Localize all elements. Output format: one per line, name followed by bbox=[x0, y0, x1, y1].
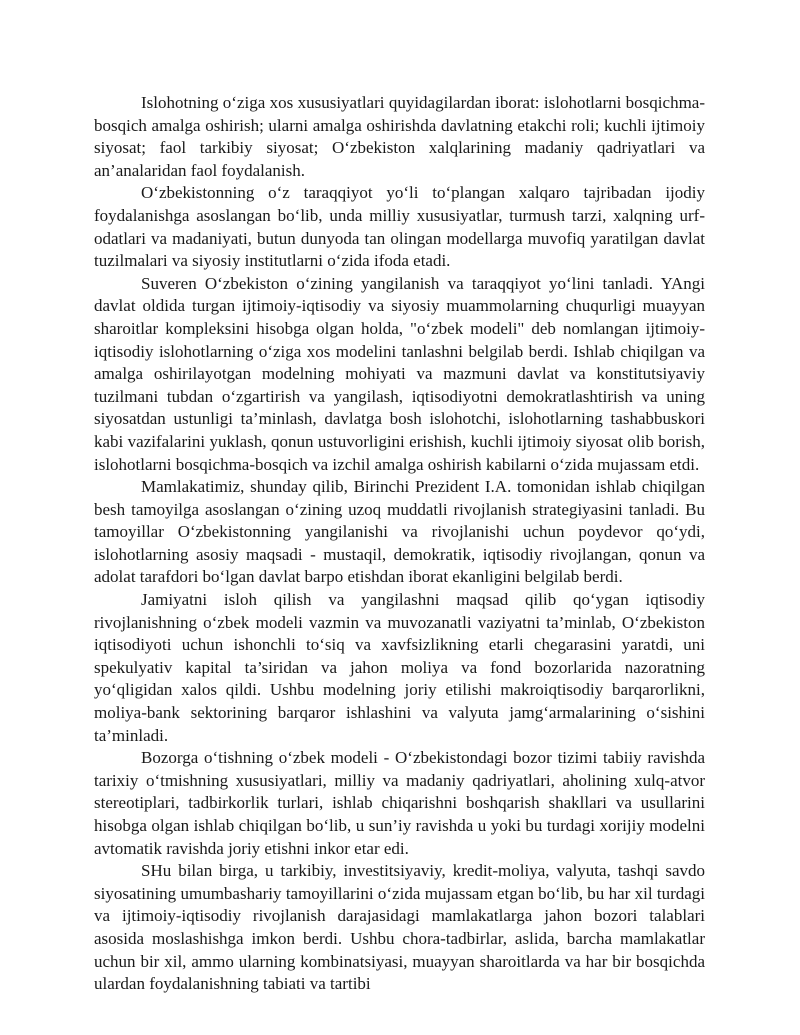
paragraph-5: Jamiyatni isloh qilish va yangilashni maqsad qilib qo‘ygan iqtisodiy rivojlanishning o‘zbek modeli vazmin va muvozanatli vaziyatni ta’minlab, O‘zbekiston iqtisodiyoti uchun ishonchli to‘siq va xavfsizlikning etarli chegarasini yaratdi, uni spekulyativ kapital ta’siridan va jahon moliya va fond bozorlarida nazoratning yo‘qligidan xalos qildi. Ushbu modelning joriy etilishi makroiqtisodiy barqarorlikni, moliya-bank sektorining barqaror ishlashini va valyuta jamg‘armalarining o‘sishini ta’minladi. bbox=[94, 590, 705, 745]
document-page bbox=[94, 92, 705, 996]
paragraph-2: O‘zbekistonning o‘z taraqqiyot yo‘li to‘plangan xalqaro tajribadan ijodiy foydalanishga asoslangan bo‘lib, unda milliy xususiyatlar, turmush tarzi, xalqning urf-odatlari va madaniyati, butun dunyoda tan olingan modellarga muvofiq yaratilgan davlat tuzilmalari va siyosiy institutlarni o‘zida ifoda etadi. bbox=[94, 183, 705, 271]
paragraph-6: Bozorga o‘tishning o‘zbek modeli - O‘zbekistondagi bozor tizimi tabiiy ravishda tarixiy o‘tmishning xususiyatlari, milliy va madaniy qadriyatlari, aholining xulq-atvor stereotiplari, tadbirkorlik turlari, ishlab chiqarishni boshqarish shakllari va usullarini hisobga olgan ishlab chiqilgan bo‘lib, u sun’iy ravishda u yoki bu turdagi xorijiy modelni avtomatik ravishda joriy etishni inkor etar edi. bbox=[94, 748, 705, 858]
paragraph-7: SHu bilan birga, u tarkibiy, investitsiyaviy, kredit-moliya, valyuta, tashqi savdo siyosatining umumbashariy tamoyillarini o‘zida mujassam etgan bo‘lib, bu har xil turdagi va ijtimoiy-iqtisodiy rivojlanish darajasidagi mamlakatlarga jahon bozori talablari asosida moslashishga imkon berdi. Ushbu chora-tadbirlar, aslida, barcha mamlakatlar uchun bir xil, ammo ularning kombinatsiyasi, muayyan sharoitlarda va har bir bosqichda ulardan foydalanishning tabiati va tartibi bbox=[94, 861, 705, 994]
paragraph-1: Islohotning o‘ziga xos xususiyatlari quyidagilardan iborat: islohotlarni bosqichma-bosqich amalga oshirish; ularni amalga oshirishda davlatning etakchi roli; kuchli ijtimoiy siyosat; faol tarkibiy siyosat; O‘zbekiston xalqlarining madaniy qadriyatlari va an’analaridan faol foydalanish. bbox=[94, 93, 705, 180]
paragraph-3: Suveren O‘zbekiston o‘zining yangilanish va taraqqiyot yo‘lini tanladi. YAngi davlat oldida turgan ijtimoiy-iqtisodiy va siyosiy muammolarning chuqurligi muayyan sharoitlar kompleksini hisobga olgan holda, "o‘zbek modeli" deb nomlangan ijtimoiy-iqtisodiy islohotlarning o‘ziga xos modelini tanlashni belgilab berdi. Ishlab chiqilgan va amalga oshirilayotgan modelning mohiyati va mazmuni davlat va konstitutsiyaviy tuzilmani tubdan o‘zgartirish va yangilash, iqtisodiyotni demokratlashtirish va uning siyosatdan ustunligi ta’minlash, davlatga bosh islohotchi, islohotlarning tashabbuskori kabi vazifalarini yuklash, qonun ustuvorligini erishish, kuchli ijtimoiy siyosat olib borish, islohotlarni bosqichma-bosqich va izchil amalga oshirish kabilarni o‘zida mujassam etdi. bbox=[94, 273, 705, 474]
paragraph-4: Mamlakatimiz, shunday qilib, Birinchi Prezident I.A. tomonidan ishlab chiqilgan besh tamoyilga asoslangan o‘zining uzoq muddatli rivojlanish strategiyasini tanladi. Bu tamoyillar O‘zbekistonning yangilanishi va rivojlanishi uchun poydevor qo‘ydi, islohotlarning asosiy maqsadi - mustaqil, demokratik, iqtisodiy rivojlangan, qonun va adolat tarafdori bo‘lgan davlat barpo etishdan iborat ekanligini belgilab berdi. bbox=[94, 477, 705, 587]
